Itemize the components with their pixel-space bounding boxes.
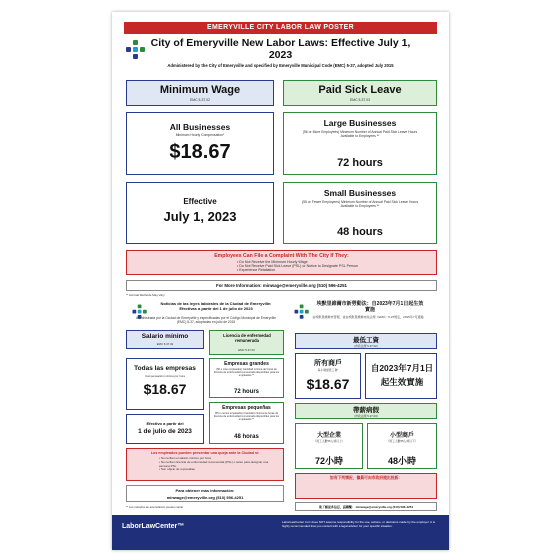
chinese-small-title: 小型商戶 <box>389 433 414 439</box>
chinese-large-hours: 72小時 <box>314 456 343 466</box>
large-businesses-title: Large Businesses <box>323 118 397 128</box>
footer-fine-print: LaborLawCenter LLC does NOT assume responsibility for the use, actions, or decisions made by the employer. It is highly recommended that you consult with a legal advisor for your specific situation. <box>282 520 436 528</box>
large-businesses-box <box>283 112 437 175</box>
spanish-small-hours: 48 horas <box>234 434 259 440</box>
small-businesses-sub: (55 or Fewer Employees) Minimum Number of Annual Paid Sick Leave Hours Available to Employees ** <box>301 200 419 209</box>
chinese-min-code: (市政法規 5-37.02) <box>354 344 378 348</box>
spanish-psl-header-box <box>209 330 284 355</box>
chinese-small-sub: （員工人數55人或以下） <box>386 439 418 443</box>
paid-sick-leave-code: EMC 5-37.03 <box>350 98 370 102</box>
spanish-large-box <box>209 358 284 398</box>
all-businesses-title: All Businesses <box>169 122 231 132</box>
spanish-amount: $18.67 <box>143 381 187 397</box>
spanish-complaint-item: • No reciben licencia de enfermedad remunerada (PSL) o aviso para designar una persona PSL <box>159 459 269 468</box>
spanish-effective-label: Efectivo a partir del <box>146 421 184 426</box>
minimum-wage-code: EMC 5-37.02 <box>190 98 210 102</box>
small-businesses-title: Small Businesses <box>323 188 397 198</box>
chinese-psl-header: 帶薪病假 <box>353 407 379 414</box>
spanish-footnote: ** Los métodos de acumulación pueden variar <box>126 505 184 509</box>
complaint-list <box>237 260 427 273</box>
complaint-box <box>126 250 437 275</box>
chinese-effective-box <box>365 353 437 399</box>
complaint-item: • Do Not Receive the Minimum Hourly Wage <box>237 260 308 264</box>
spanish-effective-date: 1 de julio de 2023 <box>138 428 192 435</box>
chinese-info: 欲了解更多信息，請聯繫： minwage@emeryville.org (510) 596-4251 <box>318 505 414 509</box>
minimum-wage-header-box <box>126 80 274 106</box>
large-businesses-sub: (56 or More Employees) Minimum Number of Annual Paid Sick Leave Hours Available to Employees ** <box>302 130 418 139</box>
footer-brand: LaborLawCenter™ <box>122 523 185 530</box>
spanish-min-code: EMC 5-37.02 <box>156 342 174 346</box>
minimum-wage-header: Minimum Wage <box>159 84 241 96</box>
spanish-all-title: Todas las empresas <box>134 365 196 372</box>
chinese-min-header-box <box>295 333 437 349</box>
spanish-psl-header: Licencia de enfermedad remunerada <box>223 333 271 343</box>
chinese-info-box <box>295 502 437 511</box>
poster-banner: EMERYVILLE CITY LABOR LAW POSTER <box>124 22 437 34</box>
labor-law-poster <box>112 12 449 550</box>
chinese-effective: 自2023年7月1日起生效實施 <box>370 363 434 387</box>
more-info-bar <box>126 280 437 291</box>
chinese-amount: $18.67 <box>306 376 350 392</box>
administered-note: Administered by the City of Emeryville and specified by Emeryville Municipal Code (EMC) 5-37, adopted July 2015 <box>167 63 394 68</box>
spanish-effective-box <box>126 414 204 444</box>
emeryville-logo-icon <box>126 40 146 60</box>
spanish-title: Noticias de las leyes laborales de la Ciudad de Emeryville: Efectivas a partir del 1 de julio de 2023 <box>160 301 272 311</box>
large-businesses-hours: 72 hours <box>337 157 383 169</box>
chinese-admin: 由埃默里維爾市管理，並由埃默里維爾市政法規（EMC）5-37規定，2015年7月通過 <box>312 315 424 319</box>
complaint-item: • Experience Retaliation <box>237 268 276 273</box>
chinese-complaint-box <box>295 473 437 499</box>
small-businesses-box <box>283 182 437 244</box>
chinese-title: 埃默里維爾市新勞動法：自2023年7月1日起生效實施 <box>316 301 424 313</box>
all-businesses-sub: Minimum Hourly Compensation* <box>175 133 225 137</box>
complaint-item: • Do Not Receive Paid Sick Leave (PSL) or Notice to Designate PSL Person <box>237 264 358 269</box>
complaint-title: Employees Can File a Complaint With The City If They: <box>214 253 349 259</box>
spanish-admin: Administrada por la Ciudad de Emeryville y especificadas por el Código Municipal de Emeryville (EMC) 5-37, adoptadas en julio de 2015 <box>135 316 276 325</box>
paid-sick-leave-header-box <box>283 80 437 106</box>
spanish-small-sub: (55 o menos empleados) Cantidad mínima de horas de licencia de enfermedad remunerada disponibles para los empleados ** <box>213 412 280 422</box>
spanish-small-box <box>209 402 284 444</box>
spanish-complaint-box <box>126 448 284 481</box>
all-businesses-box <box>126 112 274 175</box>
spanish-complaint-item: • No reciben el salario mínimo por hora <box>159 456 211 460</box>
spanish-min-header: Salario mínimo <box>141 333 189 340</box>
spanish-complaint-title: Los empleados pueden presentar una queja ante la Ciudad si: <box>150 451 260 455</box>
chinese-all-sub: 每小時最低工資* <box>317 368 339 372</box>
chinese-psl-header-box <box>295 403 437 419</box>
spanish-all-sub: Compensación mínima por hora <box>145 374 185 378</box>
spanish-psl-code: EMC 5-37.03 <box>238 348 255 352</box>
accrual-footnote: ** Accrual Methods May Vary <box>126 293 165 297</box>
poster-footer <box>112 515 449 550</box>
effective-label: Effective <box>183 197 217 206</box>
spanish-min-header-box <box>126 330 204 349</box>
chinese-min-header: 最低工資 <box>353 337 379 344</box>
spanish-info-label: Para obtener más información: <box>175 488 235 493</box>
spanish-large-hours: 72 hours <box>233 389 259 395</box>
chinese-small-box <box>367 423 437 469</box>
spanish-large-sub: (56 o más empleados) Cantidad mínima de horas de licencia de enfermedad remunerada disponibles para los empleados ** <box>213 368 280 378</box>
spanish-info-box <box>126 485 284 502</box>
chinese-large-sub: （員工人數56人或以上） <box>313 439 345 443</box>
chinese-small-hours: 48小時 <box>387 456 416 466</box>
effective-date-box <box>126 182 274 244</box>
spanish-info: minwage@emeryville.org (510) 596-4251 <box>166 495 244 500</box>
spanish-complaint-list <box>159 457 269 472</box>
more-info-text: For More Information: minwage@emeryville.org (510) 596-4251 <box>216 283 347 288</box>
effective-date: July 1, 2023 <box>163 209 237 224</box>
spanish-all-box <box>126 358 204 410</box>
spanish-complaint-item: • Son objeto de represalias <box>159 467 195 472</box>
small-businesses-hours: 48 hours <box>337 226 383 238</box>
minimum-wage-amount: $18.67 <box>169 141 231 163</box>
spanish-large-title: Empresas grandes <box>224 361 269 367</box>
chinese-psl-code: (市政法規 5-37.03) <box>354 414 378 418</box>
chinese-all-box <box>295 353 361 399</box>
poster-title: City of Emeryville New Labor Laws: Effective July 1, 2023 <box>150 37 411 61</box>
chinese-all-title: 所有商戶 <box>314 360 342 367</box>
chinese-complaint-title: 如有下列情況，僱員可向市政府提出投訴： <box>329 476 403 480</box>
chinese-large-box <box>295 423 363 469</box>
chinese-large-title: 大型企業 <box>316 433 341 439</box>
paid-sick-leave-header: Paid Sick Leave <box>318 84 402 96</box>
spanish-small-title: Empresas pequeñas <box>222 405 271 411</box>
